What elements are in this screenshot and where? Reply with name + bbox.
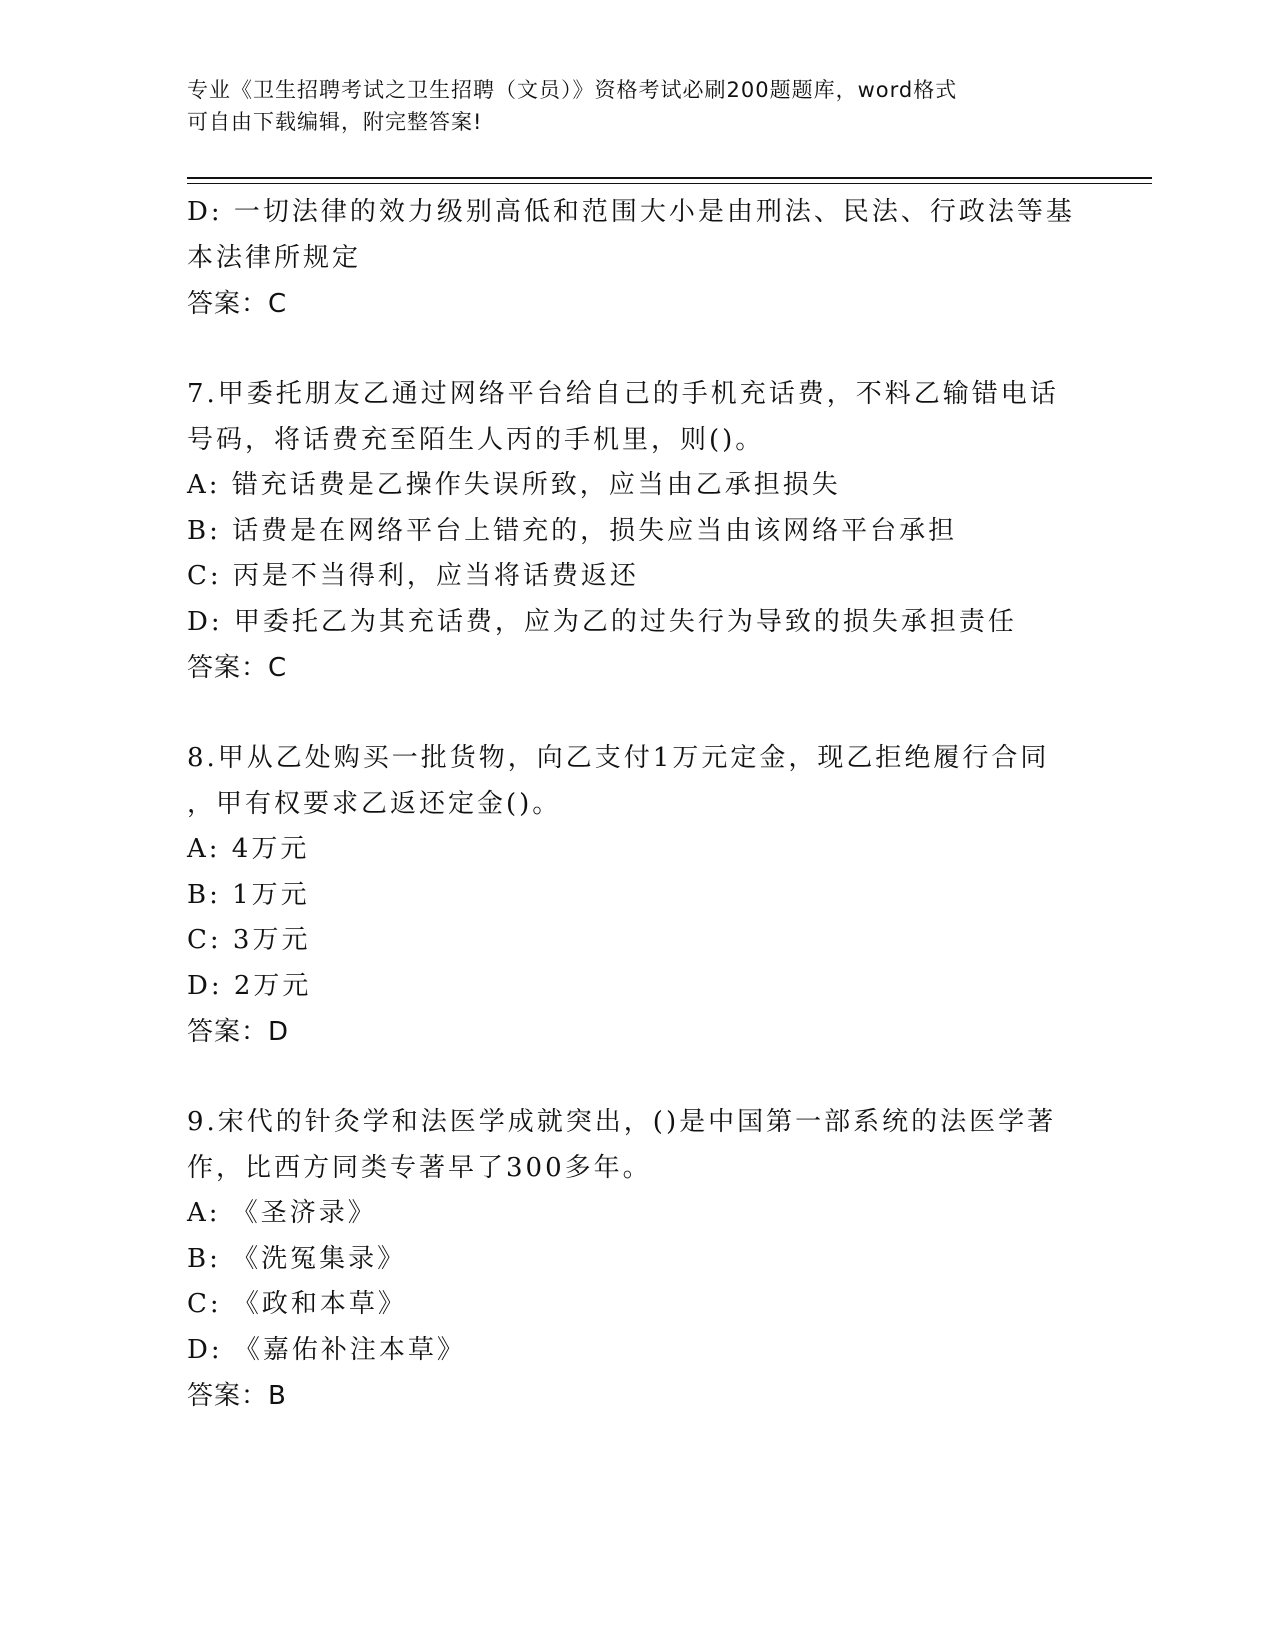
question-stem-continued: 作，比西方同类专著早了300多年。 [187, 1152, 652, 1183]
header-divider-thick [187, 177, 1152, 179]
option-b: B: 1万元 [187, 879, 310, 910]
option-a: A: 《圣济录》 [187, 1198, 377, 1228]
option-a: A: 错充话费是乙操作失误所致，应当由乙承担损失 [187, 470, 841, 500]
document-header [187, 74, 1067, 138]
answer-line: 答案：B [187, 1381, 287, 1411]
option-d: D: 甲委托乙为其充话费，应为乙的过失行为导致的损失承担责任 [187, 606, 1017, 637]
header-title-line1: 专业《卫生招聘考试之卫生招聘（文员）》资格考试必刷200题题库，word格式 [187, 78, 958, 102]
question-7 [187, 372, 1087, 691]
option-c: C: 3万元 [187, 925, 311, 955]
question-8 [187, 736, 1087, 1055]
option-c: C: 丙是不当得利，应当将话费返还 [187, 561, 639, 591]
option-d-text-continued: 本法律所规定 [187, 242, 362, 273]
header-title-line2: 可自由下载编辑，附完整答案! [187, 110, 483, 134]
question-stem: 7.甲委托朋友乙通过网络平台给自己的手机充话费，不料乙输错电话 [187, 379, 1059, 409]
header-divider-thin [187, 183, 1152, 184]
question-9 [187, 1100, 1087, 1419]
option-d: D: 2万元 [187, 970, 312, 1001]
option-b: B: 《洗冤集录》 [187, 1243, 407, 1274]
question-stem-continued: ，甲有权要求乙返还定金()。 [187, 788, 562, 819]
option-d-text: D: 一切法律的效力级别高低和范围大小是由刑法、民法、行政法等基 [187, 197, 1075, 227]
document-body [187, 190, 1087, 1419]
option-c: C: 《政和本草》 [187, 1289, 407, 1319]
answer-line: 答案：D [187, 1017, 290, 1047]
question-stem-continued: 号码，将话费充至陌生人丙的手机里，则()。 [187, 424, 765, 455]
option-b: B: 话费是在网络平台上错充的，损失应当由该网络平台承担 [187, 515, 958, 546]
answer-line: 答案：C [187, 653, 288, 683]
option-a: A: 4万元 [187, 834, 310, 864]
answer-line: 答案：C [187, 289, 288, 319]
question-stem: 9.宋代的针灸学和法医学成就突出，()是中国第一部系统的法医学著 [187, 1107, 1057, 1137]
option-d: D: 《嘉佑补注本草》 [187, 1334, 466, 1365]
carryover-question-tail [187, 190, 1087, 327]
question-stem: 8.甲从乙处购买一批货物，向乙支付1万元定金，现乙拒绝履行合同 [187, 743, 1050, 773]
